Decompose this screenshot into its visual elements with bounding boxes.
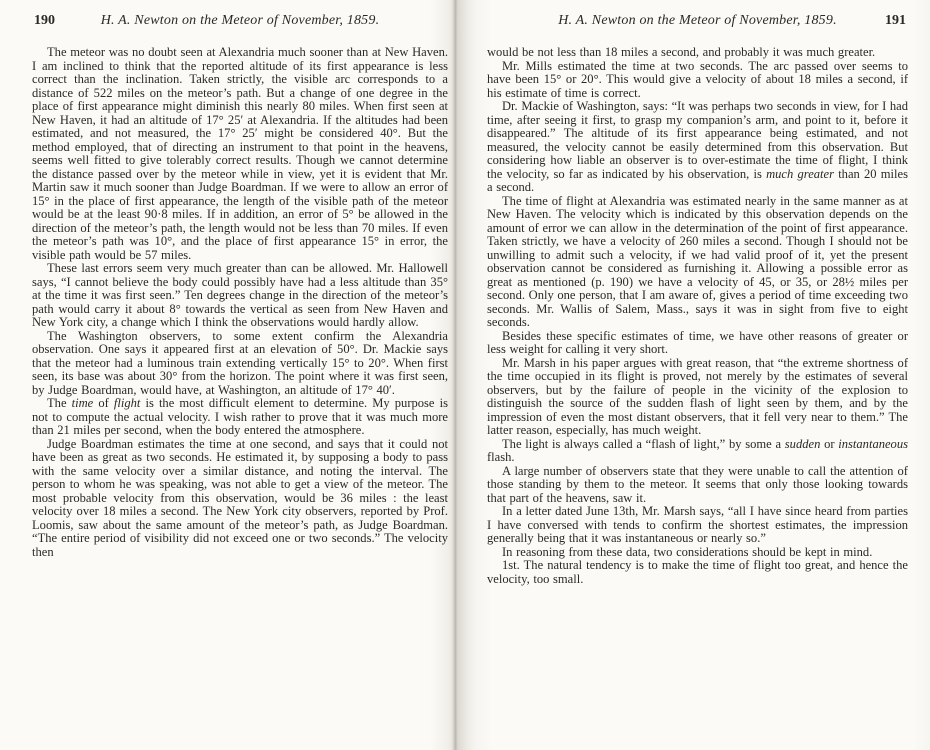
paragraph: The light is always called a “flash of light,” by some a sudden or instantaneous flash. [487, 436, 908, 464]
paragraph: Mr. Marsh in his paper argues with great reason, that “the extreme shortness of the time occupied in its flight is proved, not merely by the estimates of several observers, but by the failure of people in the vicinity of the explosion to distinguish the source of the sudden flash of light seen by them, and by the impression of even the most distant observers, that it fell very near to them.” The latter reason, especially, has much weight. [487, 355, 908, 437]
paragraph: would be not less than 18 miles a second, and probably it was much greater. [487, 46, 876, 59]
paragraph: The time of flight is the most difficult element to determine. My purpose is not to compute the actual velocity. I wish rather to prove that it was much more than 21 miles per second, when the body entered the atmosphere. [32, 396, 448, 437]
left-page-body [32, 46, 448, 746]
left-page [0, 0, 456, 750]
paragraph: The meteor was no doubt seen at Alexandria much sooner than at New Haven. I am inclined to think that the reported altitude of its first appearance is less correct than the inclination. Taken strictly, the visible arc corresponds to a distance of 522 miles on the meteor’s path. But a change of one degree in the place of first appearance might diminish this nearly 80 miles. When first seen at New Haven, it had an altitude of 17° 25′ at Alexandria. If the altitudes had been estimated, and not measured, the 17° 25′ might be considered 40°. But the method employed, that of directing an instrument to that point in the heavens, seems well fitted to give tolerably correct results. Though we cannot determine the distance passed over by the meteor while in view, yet it is evident that Mr. Martin saw it much sooner than Judge Boardman. If we were to allow an error of 15° in the place of first appearance, the length of the visible path of the meteor would be at the least 90·8 miles. If in addition, an error of 5° be allowed in the direction of the meteor’s path, the length would not be less than 70 miles. If even the meteor’s path was 10°, and the place of first appearance 15° in error, the visible path would be 57 miles. [32, 46, 448, 262]
paragraph: These last errors seem very much greater than can be allowed. Mr. Hallowell says, “I cannot believe the body could possibly have had a less altitude than 35° at the time it was first seen.” Ten degrees change in the direction of the meteor’s path would carry it about 8° towards the vertical as seen from New Haven and New York city, a change which I think the observations would hardly allow. [32, 261, 448, 329]
paragraph: In reasoning from these data, two considerations should be kept in mind. [502, 544, 873, 559]
paragraph: Judge Boardman estimates the time at one second, and says that it could not have been as great as two seconds. He estimated it, by supposing a body to pass with the same velocity over a similar distance, and noting the interval. The person to whom he was speaking, was not able to get a view of the meteor. The most probable velocity from this observation, would be 36 miles : the least velocity over 18 miles a second. The New York city observers, reported by Prof. Loomis, saw about the same amount of the meteor’s path, as Judge Boardman. “The entire period of visibility did not exceed one or two seconds.” The velocity then [32, 436, 448, 559]
right-page [458, 0, 930, 750]
paragraph: A large number of observers state that they were unable to call the attention of those standing by them to the meteor. It seems that only those looking towards that part of the heavens, saw it. [487, 463, 908, 505]
paragraph: The time of flight at Alexandria was estimated nearly in the same manner as at New Haven. The velocity which is indicated by this observation depends on the amount of error we can allow in the determination of the point of first appearance. Taken strictly, we have a velocity of 260 miles a second. Though I should not be unwilling to admit such a velocity, if we had valid proof of it, yet the present observation cannot be considered as furnishing it. Allowing a possible error as great as mentioned (p. 190) we have a velocity of 45, or 35, or 28½ miles per second. Only one person, that I am aware of, gives a period of time exceeding two seconds. Mr. Wallis of Salem, Mass., says it was in sight from five to eight seconds. [487, 193, 908, 329]
paragraph: 1st. The natural tendency is to make the time of flight too great, and hence the velocity, too small. [487, 558, 908, 586]
right-page-header [487, 13, 908, 39]
left-page-header [32, 13, 448, 39]
paragraph: Besides these specific estimates of time, we have other reasons of greater or less weight for calling it very short. [487, 328, 908, 356]
right-running-title: H. A. Newton on the Meteor of November, 1859. [558, 13, 837, 28]
paragraph: Mr. Mills estimated the time at two seconds. The arc passed over seems to have been 15° or 20°. This would give a velocity of about 18 miles a second, if his estimate of time is correct. [487, 58, 908, 100]
left-page-number: 190 [34, 13, 55, 28]
right-page-number: 191 [885, 13, 906, 28]
paragraph: In a letter dated June 13th, Mr. Marsh says, “all I have since heard from parties I have conversed with tends to confirm the shortest estimates, the impression generally being that it was instantaneous or nearly so.” [487, 504, 908, 545]
right-page-body [487, 46, 908, 746]
paragraph: The Washington observers, to some extent confirm the Alexandria observation. One says it appeared first at an elevation of 50°. Dr. Mackie says that the meteor had a luminous train extending vertically 15° to 20°. When first seen, its base was about 30° from the horizon. The point where it was first seen, by Judge Boardman, would have, at Washington, an altitude of 17° 40′. [32, 328, 448, 397]
paragraph: Dr. Mackie of Washington, says: “It was perhaps two seconds in view, for I had time, after seeing it first, to grasp my companion’s arm, and point to it, before it disappeared.” The altitude of its first appearance being estimated, and not measured, the velocity cannot be easily determined from this observation. But considering how liable an observer is to over-estimate the time of flight, I think the velocity, so far as indicated by his observation, is much greater than 20 miles a second. [487, 99, 908, 194]
left-running-title: H. A. Newton on the Meteor of November, 1859. [100, 13, 380, 28]
